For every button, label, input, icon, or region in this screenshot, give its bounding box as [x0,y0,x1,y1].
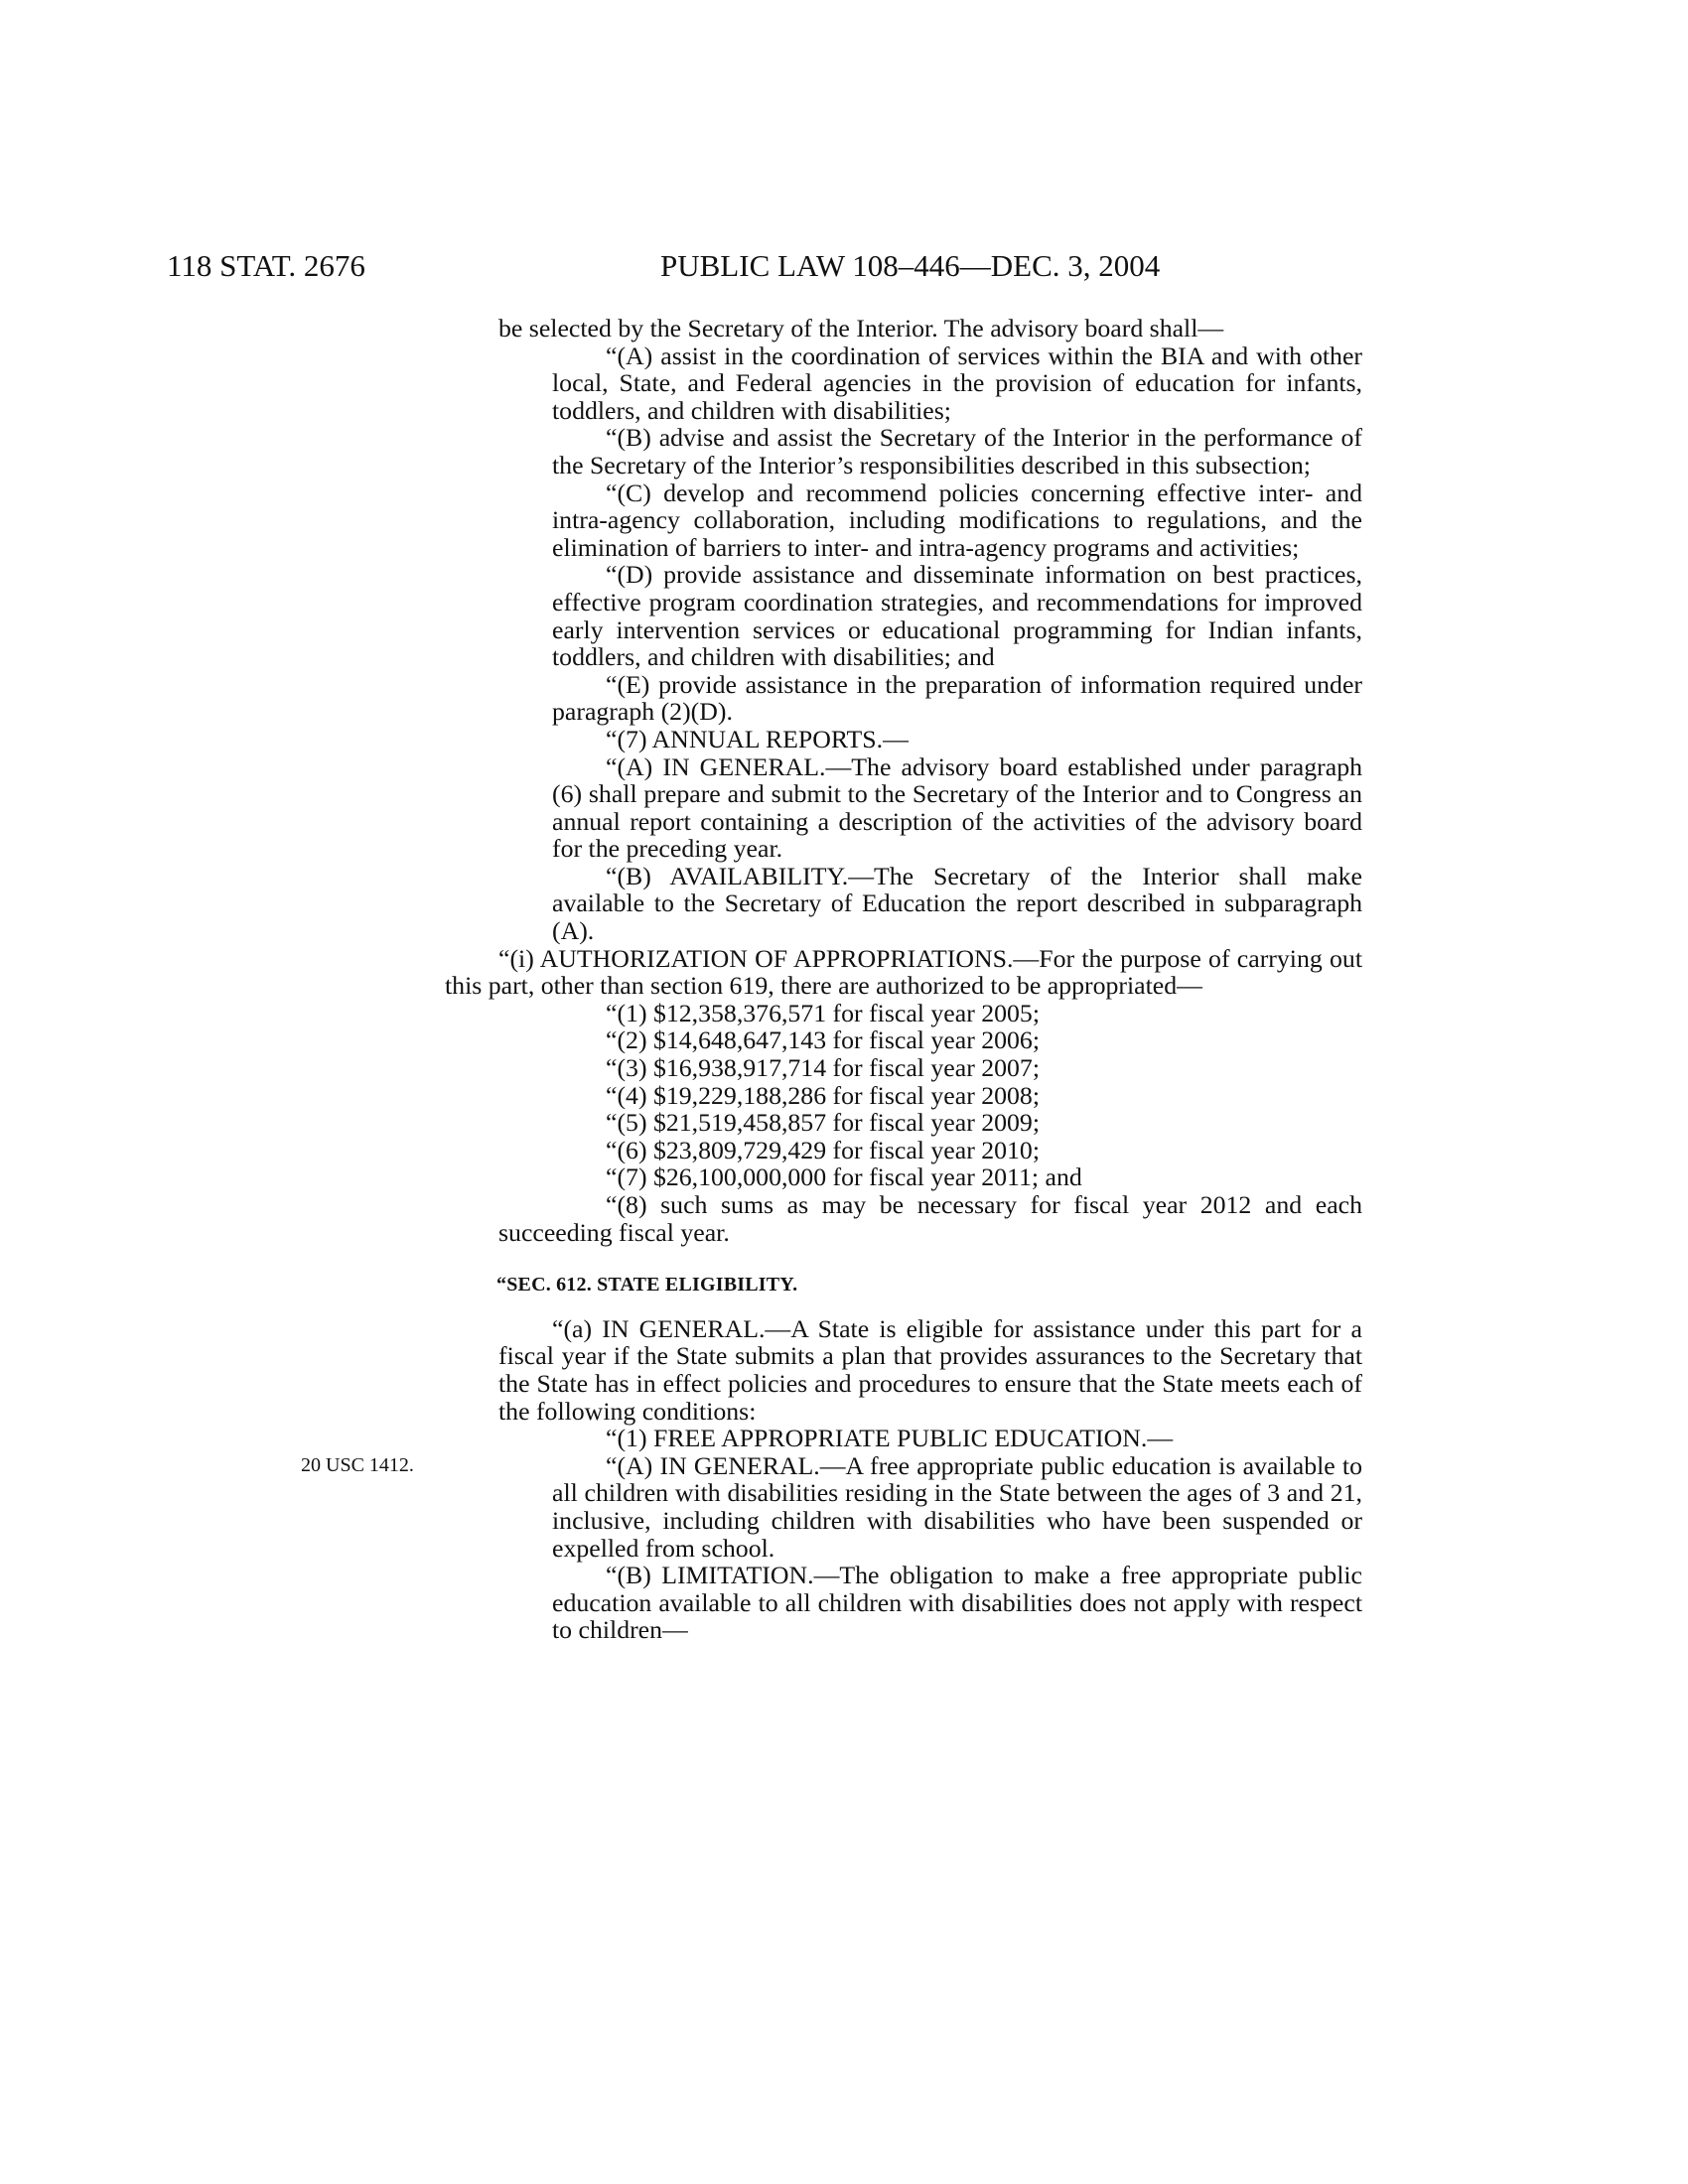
paragraph: “(B) advise and assist the Secretary of the Interior in the performance of the Secretary of the Interior’s responsibilities described in this subsection; [552,423,1362,479]
appropriation-item: “(2) $14,648,647,143 for fiscal year 2006; [606,1025,1040,1055]
section-title: “SEC. 612. STATE ELIGIBILITY. [496,1274,798,1297]
paragraph: “(E) provide assistance in the preparation of information required under paragraph (2)(D). [552,669,1362,727]
appropriation-item: “(4) $19,229,188,286 for fiscal year 2008; [606,1080,1040,1110]
paragraph: “(A) assist in the coordination of services within the BIA and with other local, State, and Federal agencies in the provision of education for infants, toddlers, and children with disabilities; [552,341,1362,425]
subheading: “(1) FREE APPROPRIATE PUBLIC EDUCATION.— [606,1424,1174,1453]
appropriation-item: “(6) $23,809,729,429 for fiscal year 2010; [606,1135,1040,1164]
appropriation-item: “(5) $21,519,458,857 for fiscal year 2009; [606,1108,1040,1138]
appropriation-item: “(3) $16,938,917,714 for fiscal year 2007; [606,1053,1040,1083]
paragraph: “(B) AVAILABILITY.—The Secretary of the Interior shall make available to the Secretary of Education the report described in subparagraph (A). [552,861,1362,946]
appropriation-item: “(1) $12,358,376,571 for fiscal year 2005; [606,998,1040,1027]
paragraph: “(C) develop and recommend policies concerning effective inter- and intra-agency collaboration, including modifications to regulations, and the elimination of barriers to inter- and intra-agency programs and activities; [552,478,1362,562]
document-body [445,314,1362,1645]
subheading: “(7) ANNUAL REPORTS.— [606,724,909,753]
paragraph: “(8) such sums as may be necessary for fiscal year 2012 and each succeeding fiscal year. [498,1190,1362,1247]
paragraph: be selected by the Secretary of the Interior. The advisory board shall— [498,314,1224,342]
paragraph: “(a) IN GENERAL.—A State is eligible for assistance under this part for a fiscal year if the State submits a plan that provides assurances to the Secretary that the State has in effect policies and procedures to ensure that the State meets each of the following conditions: [498,1313,1362,1426]
appropriation-item: “(7) $26,100,000,000 for fiscal year 2011; and [606,1162,1082,1192]
margin-citation: 20 USC 1412. [301,1454,414,1476]
paragraph: “(A) IN GENERAL.—A free appropriate public education is available to all children with disabilities residing in the State between the ages of 3 and 21, inclusive, including children with disabilities who have been suspended or expelled from school. [552,1450,1362,1563]
paragraph: “(D) provide assistance and disseminate information on best practices, effective program coordination strategies, and recommendations for improved early intervention services or educational programming for Indian infants, toddlers, and children with disabilities; and [552,560,1362,672]
paragraph: “(B) LIMITATION.—The obligation to make a free appropriate public education available to all children with disabilities does not apply with respect to children— [552,1561,1362,1645]
stat-page-number: 118 STAT. 2676 [167,248,365,283]
paragraph: “(i) AUTHORIZATION OF APPROPRIATIONS.—For the purpose of carrying out this part, other than section 619, there are authorized to be appropriated— [445,943,1362,1001]
paragraph: “(A) IN GENERAL.—The advisory board established under paragraph (6) shall prepare and submit to the Secretary of the Interior and to Congress an annual report containing a description of the activities of the advisory board for the preceding year. [552,751,1362,864]
running-header: PUBLIC LAW 108–446—DEC. 3, 2004 [660,248,1161,283]
